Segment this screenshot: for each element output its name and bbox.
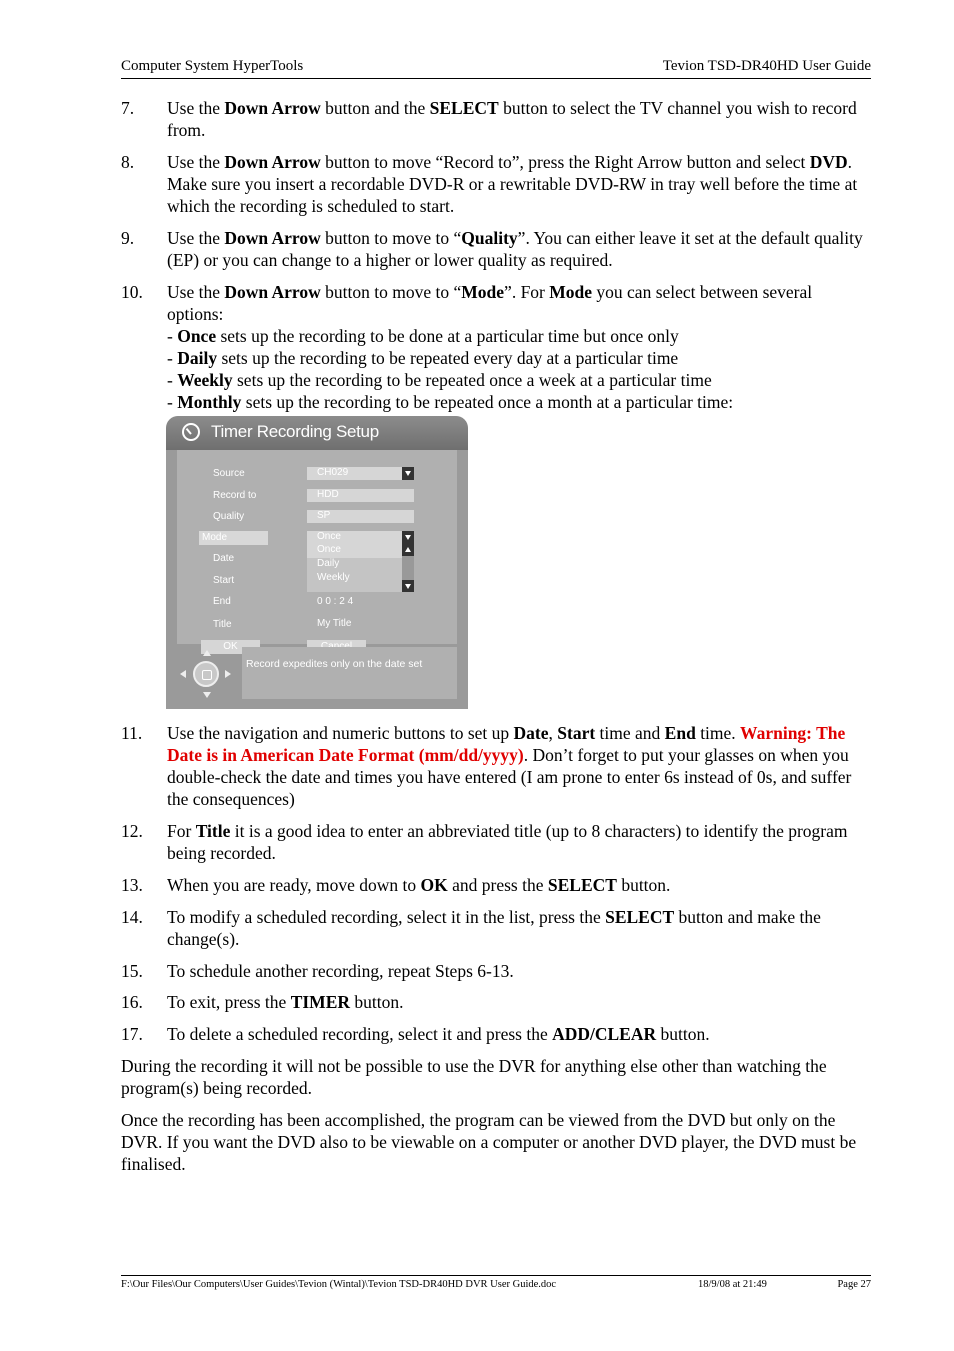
select-button-icon (193, 661, 219, 687)
screenshot-title: Timer Recording Setup (211, 422, 379, 441)
scroll-up-icon[interactable] (402, 544, 414, 556)
footer-date: 18/9/08 at 21:49 (698, 1279, 767, 1290)
chevron-down-icon (402, 531, 414, 544)
scroll-down-icon[interactable] (402, 580, 414, 592)
arrow-right-icon (225, 670, 231, 678)
step-item: 17. To delete a scheduled recording, select it and press the ADD/CLEAR button. (121, 1024, 710, 1044)
arrow-up-icon (203, 650, 211, 656)
mode-select[interactable]: Once (307, 531, 414, 544)
label-source: Source (213, 468, 245, 479)
screenshot-titlebar (166, 416, 468, 450)
header-right: Tevion TSD-DR40HD User Guide (662, 58, 871, 74)
arrow-down-icon (203, 692, 211, 698)
step-item: 16. To exit, press the TIMER button. (121, 992, 404, 1012)
arrow-left-icon (180, 670, 186, 678)
body-paragraph: During the recording it will not be possible to use the DVR for anything else other than watching the program(s) being recorded. (121, 1056, 827, 1098)
mode-option[interactable]: Weekly (317, 572, 350, 583)
timer-recording-screenshot (166, 416, 468, 709)
timer-icon (182, 423, 200, 441)
label-quality: Quality (213, 511, 245, 522)
settings-panel (177, 450, 457, 652)
dropdown-scrollbar[interactable] (402, 544, 414, 592)
step-item: 14. To modify a scheduled recording, select it in the list, press the SELECT button and make the change(s). (121, 907, 821, 949)
mode-row-highlight (199, 531, 268, 545)
title-value: My Title (317, 618, 352, 629)
page-footer (121, 1275, 871, 1290)
label-date: Date (213, 553, 235, 564)
step-item: 9. Use the Down Arrow button to move to “Quality”. You can either leave it set at the default quality (EP) or you can change to a higher or lower quality as required. (121, 228, 863, 270)
step-item: 11. Use the navigation and numeric buttons to set up Date, Start time and End time. Warning: The Date is in American Date Format (mm/dd/yyyy). Don’t forget to put your glasses on when you double-check the date and times you have entered (I am prone to enter 6s instead of 0s, and suffer the consequences) (121, 723, 852, 809)
info-box (242, 647, 457, 699)
page-header (121, 57, 871, 79)
end-time-value: 0 0 : 2 4 (317, 596, 354, 607)
source-select[interactable]: CH029 (307, 467, 414, 480)
mode-dropdown-list (307, 544, 414, 592)
info-text: Record expedites only on the date set (246, 658, 423, 670)
step-item: 10. Use the Down Arrow button to move to “Mode”. For Mode you can select between several options: - Once sets up the recording to be done at a particular time but once only - Daily sets up the recording to be repeated every day at a particular time - Weekly sets up the recording to be repeated once a week at a particular time - Monthly sets up the recording to be repeated once a month at a particular time: (121, 282, 813, 412)
step-item: 13. When you are ready, move down to OK and press the SELECT button. (121, 875, 671, 895)
step-item: 8. Use the Down Arrow button to move “Record to”, press the Right Arrow button and select DVD. Make sure you insert a recordable DVD-R or a rewritable DVD-RW in tray well before the time at which the recording is scheduled to start. (121, 152, 858, 216)
footer-page: Page 27 (837, 1279, 871, 1290)
label-end: End (213, 596, 231, 607)
label-record-to: Record to (213, 490, 257, 501)
chevron-down-icon (402, 467, 414, 480)
body-paragraph: Once the recording has been accomplished, the program can be viewed from the DVD but only on the DVR. If you want the DVD also to be viewable on a computer or another DVD player, the DVD must be finalised. (121, 1110, 857, 1174)
mode-option[interactable]: Once (317, 544, 341, 555)
footer-path: F:\Our Files\Our Computers\User Guides\Tevion (Wintal)\Tevion TSD-DR40HD DVR User Guide.doc (121, 1279, 557, 1290)
label-title: Title (213, 619, 232, 630)
step-item: 7. Use the Down Arrow button and the SELECT button to select the TV channel you wish to record from. (121, 98, 857, 140)
quality-field[interactable]: SP (307, 510, 414, 523)
label-start: Start (213, 575, 235, 586)
ok-button[interactable]: OK (201, 640, 260, 654)
step-item: 15. To schedule another recording, repeat Steps 6-13. (121, 961, 514, 981)
record-to-field[interactable]: HDD (307, 489, 414, 502)
label-mode: Mode (202, 532, 228, 543)
header-left: Computer System HyperTools (121, 58, 304, 74)
mode-option[interactable]: Daily (317, 558, 340, 569)
step-item: 12. For Title it is a good idea to enter an abbreviated title (up to 8 characters) to identify the program being recorded. (121, 821, 848, 863)
navigation-pad-icon (177, 648, 235, 704)
